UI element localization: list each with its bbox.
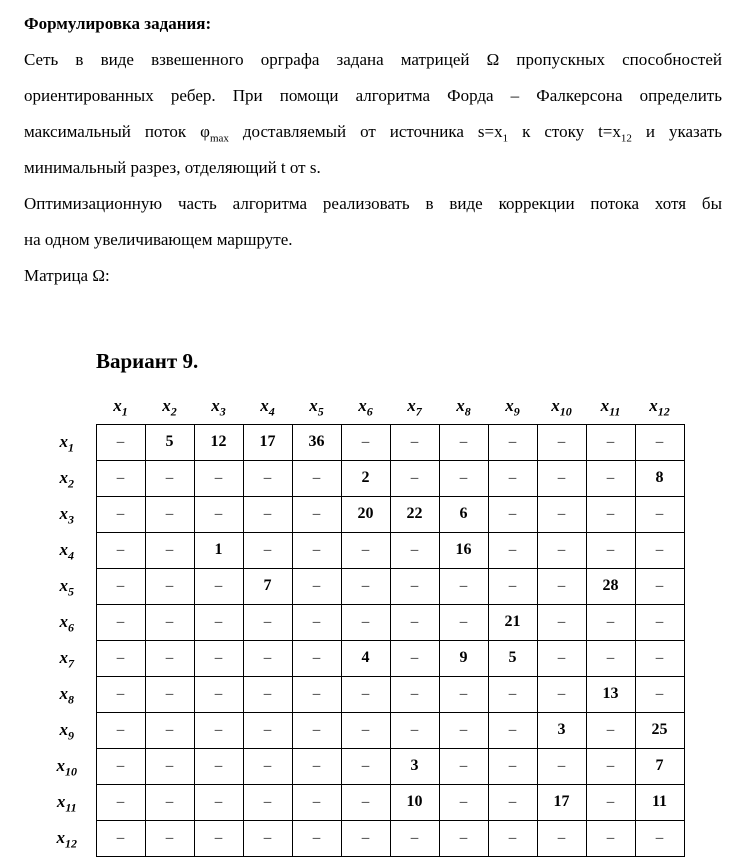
matrix-cell: 16 [439, 532, 488, 568]
variable-letter: x [113, 395, 122, 415]
matrix-cell: 7 [243, 568, 292, 604]
matrix-cell: 22 [390, 496, 439, 532]
matrix-cell: – [537, 604, 586, 640]
matrix-cell: – [96, 748, 145, 784]
matrix-row-x3 [38, 496, 684, 532]
matrix-label: Матрица Ω: [24, 266, 110, 285]
matrix-cell: – [243, 496, 292, 532]
matrix-cell: – [243, 532, 292, 568]
variable-letter: x [649, 395, 658, 415]
variable-letter: x [505, 395, 514, 415]
matrix-cell: 1 [194, 532, 243, 568]
matrix-cell: – [96, 496, 145, 532]
matrix-cell: 36 [292, 424, 341, 460]
variable-letter: x [211, 395, 220, 415]
variable-letter: x [59, 648, 68, 667]
matrix-cell: – [292, 604, 341, 640]
task-text-block [24, 6, 722, 294]
matrix-cell: 17 [537, 784, 586, 820]
subscript-text: 1 [502, 132, 509, 145]
matrix-cell: – [390, 460, 439, 496]
row-header-x12 [38, 820, 96, 856]
matrix-cell: – [586, 532, 635, 568]
task-heading: Формулировка задания: [24, 14, 212, 33]
row-header-x2 [38, 460, 96, 496]
matrix-cell: – [194, 748, 243, 784]
row-header-x11 [38, 784, 96, 820]
variable-index: 12 [657, 403, 670, 418]
matrix-cell: – [145, 820, 194, 856]
matrix-row-x2 [38, 460, 684, 496]
matrix-cell: – [243, 460, 292, 496]
variable-letter: x [56, 828, 65, 847]
matrix-cell: – [390, 712, 439, 748]
matrix-cell: – [586, 748, 635, 784]
matrix-cell: – [145, 640, 194, 676]
col-header-x12 [635, 390, 684, 424]
matrix-cell: – [439, 604, 488, 640]
matrix-cell: – [488, 676, 537, 712]
variable-index: 6 [366, 403, 373, 418]
variable-letter: x [600, 395, 610, 415]
matrix-cell: – [537, 568, 586, 604]
variable-letter: x [59, 720, 68, 739]
variable-index: 10 [65, 764, 77, 779]
matrix-row-x1 [38, 424, 684, 460]
col-header-x4 [243, 390, 292, 424]
matrix-cell: – [96, 424, 145, 460]
matrix-cell: – [341, 820, 390, 856]
matrix-cell: – [96, 712, 145, 748]
matrix-corner [38, 390, 96, 424]
matrix-cell: – [635, 496, 684, 532]
variant-title: Вариант 9. [96, 349, 199, 373]
matrix-cell: 10 [390, 784, 439, 820]
variable-index: 7 [68, 656, 74, 671]
matrix-cell: – [488, 820, 537, 856]
matrix-cell: 3 [390, 748, 439, 784]
variable-index: 2 [170, 403, 177, 418]
variable-index: 6 [68, 620, 74, 635]
matrix-cell: – [586, 496, 635, 532]
matrix-cell: – [537, 460, 586, 496]
col-header-x1 [96, 390, 145, 424]
matrix-cell: – [292, 820, 341, 856]
variable-index: 8 [68, 692, 74, 707]
matrix-cell: 5 [488, 640, 537, 676]
subscript-text: max [209, 132, 229, 145]
matrix-cell: – [341, 784, 390, 820]
matrix-cell: – [341, 424, 390, 460]
row-header-x8 [38, 676, 96, 712]
matrix-cell: – [635, 424, 684, 460]
matrix-row-x9 [38, 712, 684, 748]
matrix-cell: – [145, 460, 194, 496]
variable-letter: x [56, 792, 66, 811]
matrix-cell: 21 [488, 604, 537, 640]
matrix-cell: – [243, 748, 292, 784]
matrix-cell: – [243, 604, 292, 640]
matrix-cell: 4 [341, 640, 390, 676]
matrix-cell: 25 [635, 712, 684, 748]
variable-index: 2 [68, 476, 74, 491]
variable-letter: x [59, 504, 68, 523]
text-line: Оптимизационную часть алгоритма реализовать в виде коррекции потока хотя бы [24, 194, 722, 213]
col-header-x3 [194, 390, 243, 424]
matrix-cell: – [292, 640, 341, 676]
row-header-x4 [38, 532, 96, 568]
task-paragraph-2 [24, 186, 722, 258]
matrix-cell: – [341, 676, 390, 712]
matrix-cell: – [292, 676, 341, 712]
matrix-cell: – [635, 820, 684, 856]
matrix-cell: – [635, 604, 684, 640]
matrix-row-x11 [38, 784, 684, 820]
variable-letter: x [407, 395, 416, 415]
matrix-cell: – [488, 496, 537, 532]
matrix-cell: – [439, 784, 488, 820]
matrix-cell: – [194, 820, 243, 856]
matrix-cell: – [586, 460, 635, 496]
matrix-cell: – [537, 748, 586, 784]
matrix-cell: – [586, 640, 635, 676]
matrix-cell: 20 [341, 496, 390, 532]
variable-index: 3 [219, 403, 226, 418]
matrix-cell: – [145, 496, 194, 532]
matrix-cell: – [96, 568, 145, 604]
matrix-row-x6 [38, 604, 684, 640]
variable-index: 1 [68, 440, 74, 455]
matrix-cell: – [586, 820, 635, 856]
variable-index: 5 [317, 403, 324, 418]
matrix-cell: – [145, 712, 194, 748]
matrix-cell: – [537, 424, 586, 460]
matrix-cell: – [341, 568, 390, 604]
capacity-matrix [38, 390, 685, 857]
matrix-cell: – [390, 568, 439, 604]
variable-index: 4 [68, 548, 74, 563]
matrix-cell: – [292, 748, 341, 784]
matrix-cell: – [145, 532, 194, 568]
matrix-cell: 5 [145, 424, 194, 460]
matrix-cell: 11 [635, 784, 684, 820]
matrix-cell: 17 [243, 424, 292, 460]
matrix-cell: – [439, 568, 488, 604]
task-paragraph-1 [24, 42, 722, 186]
matrix-cell: – [96, 676, 145, 712]
matrix-cell: – [586, 424, 635, 460]
matrix-cell: – [96, 532, 145, 568]
matrix-cell: – [390, 820, 439, 856]
variable-index: 11 [65, 800, 77, 815]
matrix-cell: – [439, 748, 488, 784]
matrix-cell: – [194, 460, 243, 496]
matrix-cell: – [390, 424, 439, 460]
matrix-cell: – [194, 640, 243, 676]
variable-index: 5 [68, 584, 74, 599]
row-header-x7 [38, 640, 96, 676]
matrix-cell: – [488, 568, 537, 604]
matrix-cell: 3 [537, 712, 586, 748]
matrix-cell: – [488, 532, 537, 568]
matrix-cell: – [194, 712, 243, 748]
matrix-cell: – [537, 640, 586, 676]
matrix-cell: – [488, 748, 537, 784]
matrix-cell: 28 [586, 568, 635, 604]
matrix-cell: – [243, 820, 292, 856]
matrix-cell: – [439, 676, 488, 712]
matrix-cell: – [96, 640, 145, 676]
col-header-x8 [439, 390, 488, 424]
variable-letter: x [59, 612, 68, 631]
matrix-cell: – [488, 460, 537, 496]
matrix-cell: – [439, 424, 488, 460]
matrix-row-x12 [38, 820, 684, 856]
matrix-cell: – [537, 496, 586, 532]
matrix-cell: – [341, 604, 390, 640]
matrix-cell: – [194, 604, 243, 640]
subscript-text: 12 [620, 132, 632, 145]
matrix-cell: 6 [439, 496, 488, 532]
matrix-cell: – [194, 676, 243, 712]
matrix-cell: – [145, 784, 194, 820]
matrix-cell: – [145, 676, 194, 712]
col-header-x5 [292, 390, 341, 424]
row-header-x1 [38, 424, 96, 460]
matrix-row-x4 [38, 532, 684, 568]
matrix-cell: – [586, 712, 635, 748]
matrix-cell: – [243, 784, 292, 820]
matrix-cell: – [586, 784, 635, 820]
variable-index: 7 [415, 403, 422, 418]
matrix-cell: – [292, 532, 341, 568]
text-line: максимальный поток $\varphi_{max}$ доставляемый от источника $s=x_1$ к стоку $t=x_{12}$ и указать [24, 122, 722, 145]
matrix-cell: – [292, 460, 341, 496]
row-header-x9 [38, 712, 96, 748]
text-line: минимальный разрез, отделяющий t от s. [24, 158, 321, 177]
matrix-cell: – [292, 568, 341, 604]
matrix-cell: – [145, 748, 194, 784]
matrix-header-row [38, 390, 684, 424]
col-header-x2 [145, 390, 194, 424]
matrix-cell: 9 [439, 640, 488, 676]
matrix-cell: – [292, 784, 341, 820]
matrix-cell: – [390, 640, 439, 676]
variable-letter: x [309, 395, 318, 415]
col-header-x6 [341, 390, 390, 424]
matrix-cell: – [635, 532, 684, 568]
matrix-cell: – [96, 784, 145, 820]
variable-letter: x [358, 395, 367, 415]
matrix-cell: – [243, 712, 292, 748]
matrix-cell: 2 [341, 460, 390, 496]
matrix-cell: – [537, 820, 586, 856]
matrix-cell: – [243, 676, 292, 712]
matrix-cell: – [439, 820, 488, 856]
variable-letter: x [551, 395, 560, 415]
variable-letter: x [59, 468, 68, 487]
variable-index: 9 [68, 728, 74, 743]
variable-index: 12 [65, 836, 77, 851]
col-header-x7 [390, 390, 439, 424]
variable-letter: x [56, 756, 65, 775]
variable-index: 3 [68, 512, 74, 527]
matrix-cell: – [96, 460, 145, 496]
variable-index: 9 [513, 403, 520, 418]
variable-index: 1 [121, 403, 128, 418]
matrix-cell: – [292, 496, 341, 532]
variable-letter: x [59, 684, 68, 703]
variable-index: 8 [464, 403, 471, 418]
matrix-cell: – [194, 784, 243, 820]
matrix-cell: – [194, 568, 243, 604]
text-line: на одном увеличивающем маршруте. [24, 230, 293, 249]
col-header-x11 [586, 390, 635, 424]
matrix-row-x8 [38, 676, 684, 712]
variable-letter: x [59, 576, 68, 595]
col-header-x9 [488, 390, 537, 424]
matrix-cell: – [488, 784, 537, 820]
matrix-cell: 13 [586, 676, 635, 712]
matrix-cell: – [635, 640, 684, 676]
matrix-cell: – [292, 712, 341, 748]
matrix-cell: – [488, 424, 537, 460]
matrix-cell: – [439, 460, 488, 496]
variable-letter: x [456, 395, 465, 415]
matrix-row-x7 [38, 640, 684, 676]
matrix-cell: – [488, 712, 537, 748]
matrix-cell: – [341, 712, 390, 748]
col-header-x10 [537, 390, 586, 424]
matrix-cell: – [537, 676, 586, 712]
matrix-row-x10 [38, 748, 684, 784]
matrix-cell: – [145, 568, 194, 604]
matrix-cell: – [243, 640, 292, 676]
matrix-cell: – [96, 604, 145, 640]
matrix-cell: 7 [635, 748, 684, 784]
matrix-cell: – [635, 676, 684, 712]
matrix-cell: – [194, 496, 243, 532]
matrix-cell: – [439, 712, 488, 748]
text-line: ориентированных ребер. При помощи алгоритма Форда – Фалкерсона определить [24, 86, 722, 105]
variable-letter: x [260, 395, 269, 415]
matrix-cell: 12 [194, 424, 243, 460]
variable-letter: x [162, 395, 171, 415]
variable-letter: x [59, 540, 68, 559]
matrix-cell: – [145, 604, 194, 640]
row-header-x5 [38, 568, 96, 604]
matrix-cell: – [96, 820, 145, 856]
matrix-cell: – [586, 604, 635, 640]
row-header-x6 [38, 604, 96, 640]
variable-index: 10 [559, 403, 572, 418]
matrix-cell: – [537, 532, 586, 568]
matrix-cell: – [341, 748, 390, 784]
variable-index: 4 [268, 403, 275, 418]
row-header-x3 [38, 496, 96, 532]
variable-index: 11 [609, 403, 621, 418]
matrix-cell: – [635, 568, 684, 604]
matrix-cell: 8 [635, 460, 684, 496]
matrix-cell: – [390, 532, 439, 568]
matrix-cell: – [390, 604, 439, 640]
matrix-cell: – [390, 676, 439, 712]
text-line: Сеть в виде взвешенного орграфа задана матрицей Ω пропускных способностей [24, 50, 722, 69]
row-header-x10 [38, 748, 96, 784]
matrix-row-x5 [38, 568, 684, 604]
variable-letter: x [59, 432, 68, 451]
matrix-cell: – [341, 532, 390, 568]
